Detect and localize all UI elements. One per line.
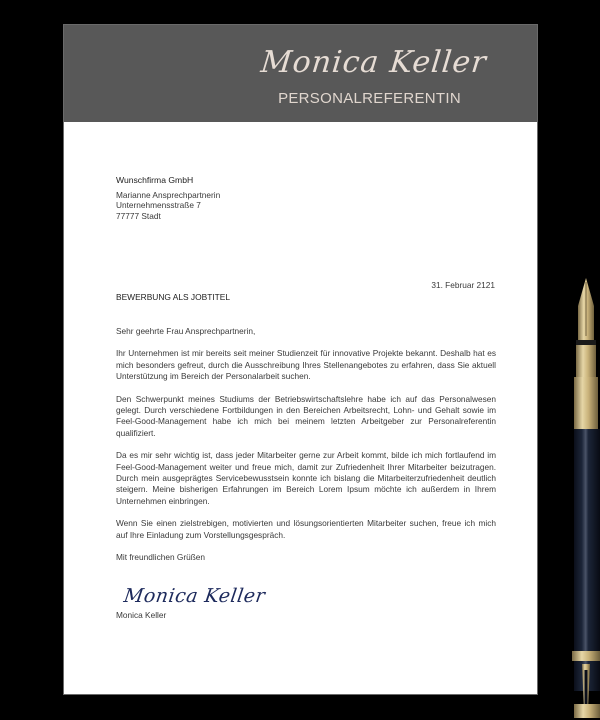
recipient-street: Unternehmensstraße 7	[116, 200, 201, 211]
handwritten-signature: Monica Keller	[122, 585, 267, 607]
letter-header	[64, 25, 537, 122]
paragraph-4: Wenn Sie einen zielstrebigen, motivierten und lösungsorientierten Mitarbeiter suchen, freue ich mich auf Ihre Einladung zum Vorstellungsgespräch.	[116, 518, 496, 540]
letter-subject: BEWERBUNG ALS JOBTITEL	[116, 292, 231, 302]
recipient-company: Wunschfirma GmbH	[116, 175, 194, 185]
recipient-address	[116, 175, 496, 221]
recipient-city: 77777 Stadt	[116, 210, 161, 221]
letter-body	[116, 326, 496, 575]
letter-page	[64, 25, 537, 694]
signature-name: Monica Keller	[116, 610, 167, 620]
paragraph-2: Den Schwerpunkt meines Studiums der Betriebswirtschaftslehre habe ich auf das Personalwesen gelegt. Durch verschiedene Fortbildungen in den Bereichen Arbeitsrecht, Lohn- und Gehalt sowie im Feel-Good-Management habe ich mich bei meinem letzten Arbeitgeber zur Personalreferentin qualifiziert.	[116, 393, 496, 438]
header-job-title: PERSONALREFERENTIN	[278, 90, 461, 107]
letter-date: 31. Februar 2121	[431, 280, 495, 290]
salutation: Sehr geehrte Frau Ansprechpartnerin,	[116, 326, 256, 336]
header-name: Monica Keller	[259, 45, 489, 80]
paragraph-1: Ihr Unternehmen ist mir bereits seit meiner Studienzeit für innovative Projekte bekannt. Deshalb hat es mich besonders gefreut, durch die Ausschreibung Ihres Stellenangebotes zu erfahren, dass Sie aktuell Unterstützung im Bereich der Personalarbeit suchen.	[116, 348, 496, 382]
fountain-pen-icon	[572, 278, 600, 720]
paragraph-3: Da es mir sehr wichtig ist, dass jeder Mitarbeiter gerne zur Arbeit kommt, bilde ich mich fortlaufend im Feel-Good-Management weiter und freue mich, damit zur Zufriedenheit Ihrer Mitarbeiter beizutragen. Durch mein ausgeprägtes Servicebewusstsein konnte ich bislang die Mitarbeiterzufriedenheit deutlich steigern. Meine bisherigen Erfahrungen im Bereich Lorem Ipsum möchte ich außerdem in Ihrem Unternehmen einbringen.	[116, 450, 496, 506]
recipient-contact: Marianne Ansprechpartnerin	[116, 189, 221, 200]
closing: Mit freundlichen Grüßen	[116, 552, 206, 563]
